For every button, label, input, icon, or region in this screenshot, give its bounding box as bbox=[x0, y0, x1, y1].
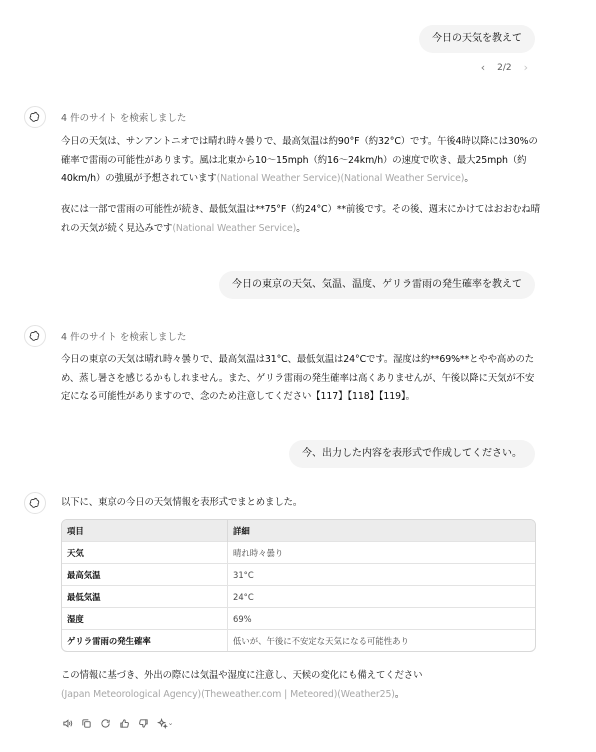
table-cell-value: 31°C bbox=[228, 564, 536, 586]
weather-table bbox=[61, 519, 536, 652]
table-cell-key: 天気 bbox=[62, 542, 228, 564]
table-row bbox=[62, 564, 535, 586]
response-pager bbox=[481, 61, 528, 74]
user-message-3: 今、出力した内容を表形式で作成してください。 bbox=[289, 440, 535, 468]
copy-icon[interactable] bbox=[80, 717, 92, 729]
paragraph-end: 。 bbox=[394, 688, 405, 700]
sparkle-icon[interactable] bbox=[156, 717, 174, 729]
table-cell-key: ゲリラ雷雨の発生確率 bbox=[62, 630, 228, 652]
chevron-right-icon[interactable]: › bbox=[523, 61, 528, 74]
table-row bbox=[62, 608, 535, 630]
paragraph-text: 今日の天気は、サンアントニオでは晴れ時々曇りで、最高気温は約90°F（約32°C）です。午後4時以降には30%の確率で雷雨の可能性があります。風は北東から10〜15mph（約16〜24km/h）の速度で吹き、最大25mph（約40km/h）の強風が予想されています bbox=[61, 136, 538, 184]
paragraph-text: この情報に基づき、外出の際には気温や湿度に注意し、天候の変化にも備えてください bbox=[61, 670, 423, 681]
regenerate-icon[interactable] bbox=[99, 717, 111, 729]
assistant-paragraph-1 bbox=[61, 133, 541, 189]
assistant-paragraph-3: 今日の東京の天気は晴れ時々曇りで、最高気温は31°C、最低気温は24°Cです。湿度は約**69%**とやや高めのため、蒸し暑さを感じるかもしれません。また、ゲリラ雷雨の発生確率は高くありませんが、午後以降に天気が不安定になる可能性がありますので、念のため注意してください【117】【118】【119】。 bbox=[61, 354, 535, 402]
paragraph-text: 夜には一部で雷雨の可能性が続き、最低気温は**75°F（約24°C）**前後です。その後、週末にかけてはおおむね晴れの天気が続く見込みです bbox=[61, 204, 540, 234]
user-message-2: 今日の東京の天気、気温、温度、ゲリラ雷雨の発生確率を教えて bbox=[219, 271, 535, 299]
table-cell-key: 最高気温 bbox=[62, 564, 228, 586]
source-links[interactable]: (National Weather Service)(National Weather Service) bbox=[216, 173, 465, 184]
assistant-paragraph-2 bbox=[61, 201, 541, 238]
message-actions bbox=[61, 717, 174, 729]
paragraph-end: 。 bbox=[296, 222, 306, 234]
pager-count: 2/2 bbox=[497, 62, 512, 73]
table-cell-value: 晴れ時々曇り bbox=[228, 542, 536, 564]
user-message-1: 今日の天気を教えて bbox=[419, 25, 535, 53]
table-header-cell: 項目 bbox=[62, 520, 228, 542]
assistant-intro: 以下に、東京の今日の天気情報を表形式でまとめました。 bbox=[61, 497, 303, 508]
assistant-avatar-icon bbox=[24, 106, 46, 128]
thumbs-up-icon[interactable] bbox=[118, 717, 130, 729]
table-row bbox=[62, 586, 535, 608]
table-cell-value: 低いが、午後に不安定な天気になる可能性あり bbox=[228, 630, 536, 652]
table-cell-key: 湿度 bbox=[62, 608, 228, 630]
speaker-icon[interactable] bbox=[61, 717, 73, 729]
assistant-avatar-icon bbox=[24, 325, 46, 347]
source-links[interactable]: (National Weather Service) bbox=[172, 222, 297, 234]
search-status[interactable]: 4 件のサイト を検索しました bbox=[61, 332, 187, 343]
source-links[interactable]: (Japan Meteorological Agency)(Theweather.com | Meteored)(Weather25) bbox=[61, 688, 395, 700]
thumbs-down-icon[interactable] bbox=[137, 717, 149, 729]
table-cell-key: 最低気温 bbox=[62, 586, 228, 608]
assistant-outro bbox=[61, 667, 541, 704]
table-cell-value: 69% bbox=[228, 608, 536, 630]
table-row bbox=[62, 630, 535, 652]
chevron-left-icon[interactable]: ‹ bbox=[480, 61, 486, 74]
chevron-down-icon[interactable]: ⌄ bbox=[167, 719, 174, 727]
search-status[interactable]: 4 件のサイト を検索しました bbox=[61, 113, 187, 124]
table-cell-value: 24°C bbox=[228, 586, 536, 608]
assistant-avatar-icon bbox=[24, 492, 46, 514]
table-row bbox=[62, 542, 535, 564]
table-header-row bbox=[62, 520, 535, 542]
table-header-cell: 詳細 bbox=[228, 520, 536, 542]
paragraph-end: 。 bbox=[464, 173, 474, 184]
